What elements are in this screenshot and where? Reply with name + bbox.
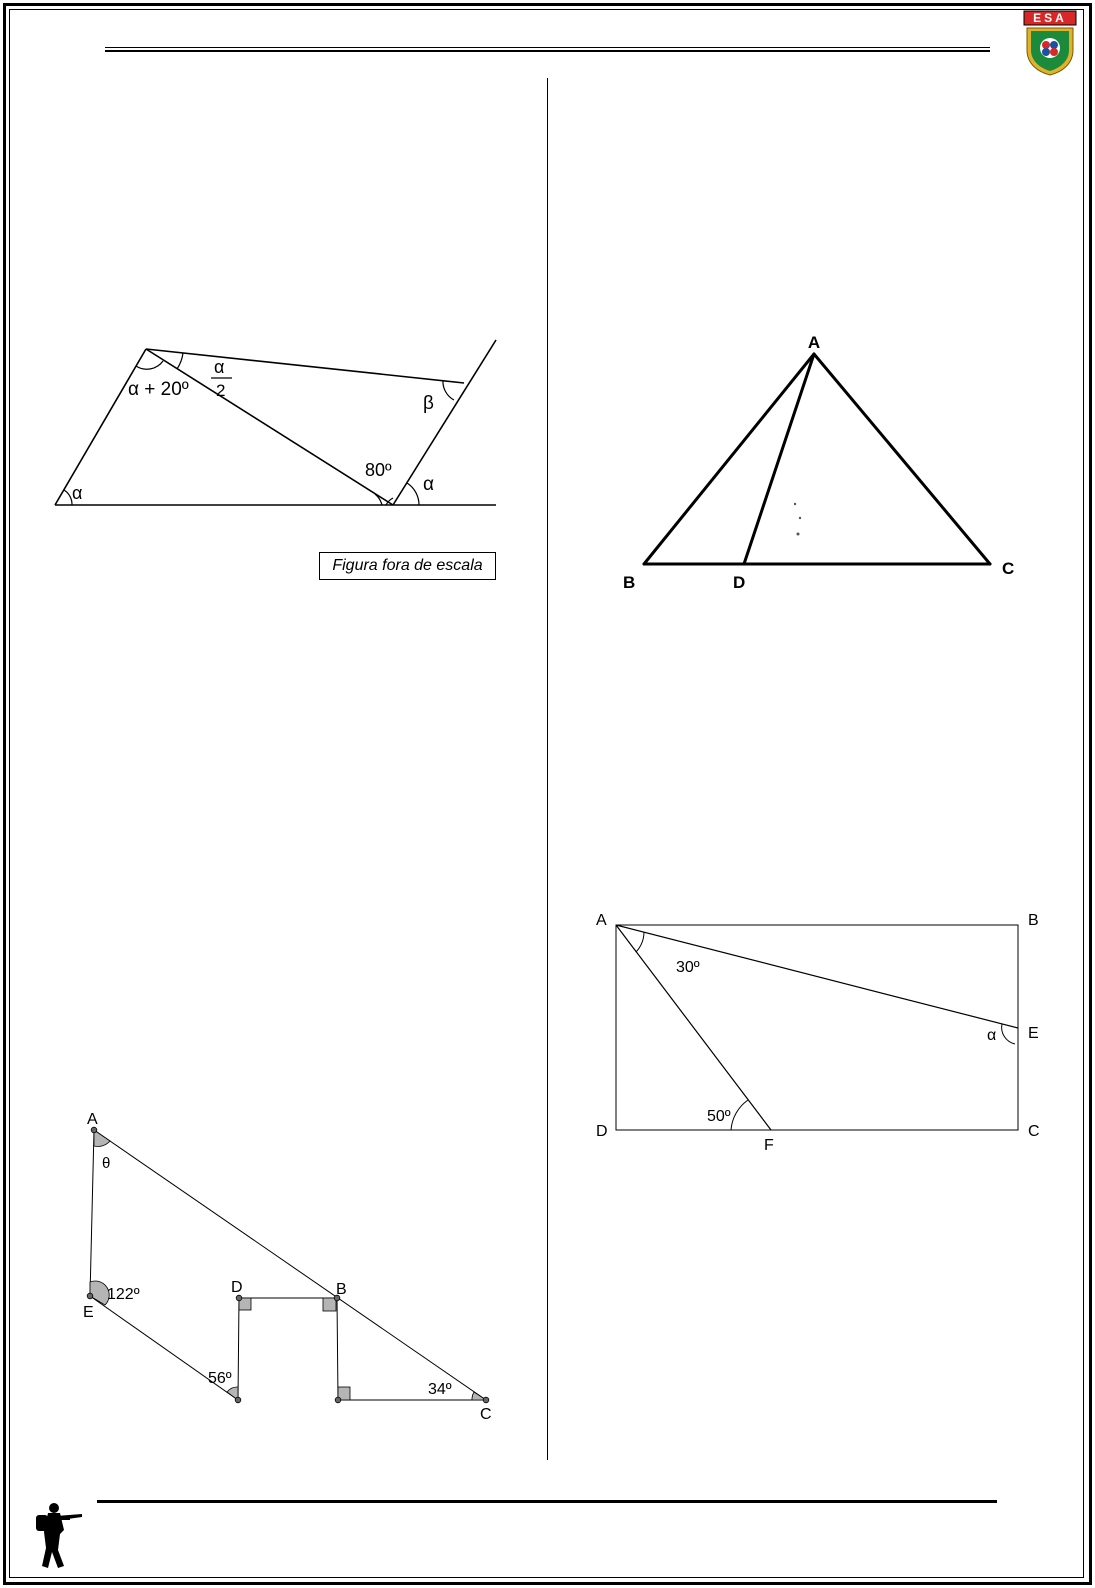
figure3-label-alpha: α — [987, 1027, 997, 1044]
figure3-label-A: A — [596, 912, 607, 929]
figure3-diagram — [596, 906, 1048, 1156]
logo-text: ESA — [1033, 11, 1067, 25]
figure1-label-alpha-plus-20: α + 20º — [128, 379, 189, 400]
figure4-label-A: A — [87, 1111, 98, 1128]
figure4-label-C: C — [480, 1406, 492, 1423]
soldier-silhouette-icon — [30, 1500, 90, 1570]
figure1-label-alpha-right: α — [423, 474, 434, 495]
figure4-label-theta: θ — [102, 1155, 111, 1172]
figure2-label-B: B — [623, 573, 636, 592]
figure3-label-30: 30º — [676, 959, 700, 976]
figure1-label-alpha-half-den: 2 — [216, 381, 226, 400]
figure4-diagram — [80, 1110, 510, 1425]
figure1-label-beta: β — [423, 393, 434, 414]
figure1-label-alpha-half-num: α — [214, 357, 225, 377]
figure2-diagram — [618, 332, 1020, 598]
figure1-label-alpha-left: α — [72, 483, 83, 503]
figure2-label-D: D — [733, 573, 746, 592]
figure3-label-50: 50º — [707, 1108, 731, 1125]
figure4-label-56: 56º — [208, 1370, 232, 1387]
figure4-label-34: 34º — [428, 1381, 452, 1398]
figure2-label-C: C — [1002, 559, 1015, 578]
figure3-label-E: E — [1028, 1025, 1039, 1042]
figure1-label-80: 80º — [365, 460, 392, 480]
figure3-label-C: C — [1028, 1123, 1040, 1140]
footer-rule — [97, 1500, 997, 1503]
column-divider — [547, 78, 548, 1460]
figure4-label-B: B — [336, 1281, 347, 1298]
figure2-label-A: A — [807, 333, 821, 352]
esa-logo — [1022, 10, 1078, 76]
figure3-label-B: B — [1028, 912, 1039, 929]
figure4-label-D: D — [231, 1279, 243, 1296]
figure3-label-F: F — [764, 1137, 774, 1154]
figure3-label-D: D — [596, 1123, 608, 1140]
header-rule — [105, 47, 990, 52]
figure4-label-122: 122º — [107, 1286, 140, 1303]
figure1-scale-note: Figura fora de escala — [319, 552, 496, 580]
figure1-diagram — [50, 335, 500, 510]
figure4-label-E: E — [83, 1304, 94, 1321]
